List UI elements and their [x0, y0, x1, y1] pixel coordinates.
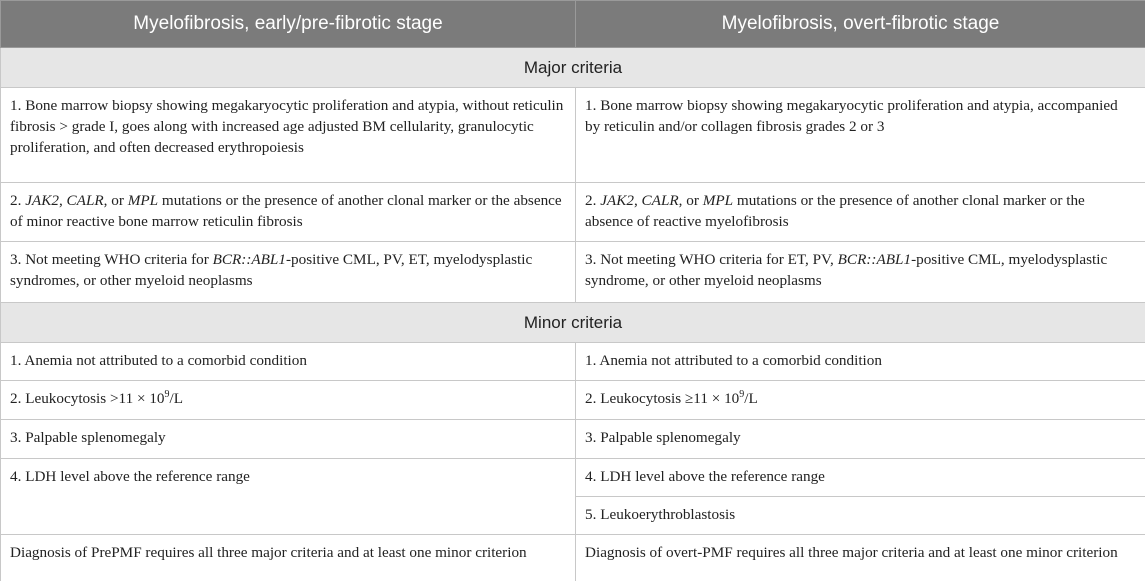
minor-criterion-2-early — [1, 381, 576, 420]
section-title-minor: Minor criteria — [1, 303, 1145, 343]
section-row-major — [1, 48, 1145, 88]
gene-name: MPL — [702, 192, 734, 209]
text-rest: -positive CML, myelodysplastic syndrome, or other myeloid neoplasms — [585, 251, 1108, 289]
text-prefix: 3. Not meeting WHO criteria for — [10, 251, 213, 268]
header-row — [1, 1, 1145, 48]
minor-criterion-3-overt: 3. Palpable splenomegaly — [576, 420, 1145, 459]
gene-name: BCR::ABL1 — [212, 251, 286, 268]
text-separator: , — [58, 192, 67, 209]
gene-name: CALR — [641, 192, 679, 209]
major-criterion-2-overt — [576, 183, 1145, 242]
gene-name: JAK2 — [25, 192, 59, 209]
table-row — [1, 535, 1145, 581]
section-row-minor — [1, 303, 1145, 343]
minor-criterion-5-overt: 5. Leukoerythroblastosis — [576, 497, 1145, 535]
gene-name: JAK2 — [600, 192, 634, 209]
table-row — [1, 420, 1145, 459]
major-criterion-3-early — [1, 242, 576, 303]
superscript: 9 — [739, 388, 745, 400]
header-early-stage: Myelofibrosis, early/pre-fibrotic stage — [1, 1, 576, 48]
text-rest: mutations or the presence of another clonal marker or the absence of reactive myelofibrosis — [585, 192, 1085, 230]
section-title-major: Major criteria — [1, 48, 1145, 88]
text-main: 2. Leukocytosis ≥11 × 10 — [585, 390, 740, 407]
text-unit: /L — [169, 390, 184, 407]
major-criterion-3-overt — [576, 242, 1145, 303]
text-separator: , or — [678, 192, 703, 209]
diagnosis-early: Diagnosis of PrePMF requires all three major criteria and at least one minor criterion — [1, 535, 576, 581]
gene-name: BCR::ABL1 — [837, 251, 912, 268]
table-row — [1, 459, 1145, 497]
text-unit: /L — [744, 390, 758, 407]
text-prefix: 2. — [585, 192, 601, 209]
minor-criterion-1-early: 1. Anemia not attributed to a comorbid condition — [1, 343, 576, 381]
text-prefix: 2. — [10, 192, 26, 209]
minor-criterion-2-overt — [576, 381, 1145, 420]
minor-criterion-4-overt: 4. LDH level above the reference range — [576, 459, 1145, 497]
text-separator: , or — [103, 192, 128, 209]
gene-name: CALR — [66, 192, 104, 209]
major-criterion-1-early: 1. Bone marrow biopsy showing megakaryocytic proliferation and atypia, without reticulin fibrosis > grade I, goes along with increased age adjusted BM cellularity, granulocytic proliferation, and often decreased erythropoiesis — [1, 88, 576, 183]
text-rest: -positive CML, PV, ET, myelodysplastic syndromes, or other myeloid neoplasms — [10, 251, 533, 289]
text-rest: mutations or the presence of another clonal marker or the absence of minor reactive bone marrow reticulin fibrosis — [10, 192, 562, 230]
minor-criterion-4-early: 4. LDH level above the reference range — [1, 459, 576, 535]
gene-name: MPL — [127, 192, 159, 209]
table-row — [1, 343, 1145, 381]
table-row — [1, 381, 1145, 420]
table-row — [1, 242, 1145, 303]
text-main: 2. Leukocytosis >11 × 10 — [10, 390, 165, 407]
major-criterion-2-early — [1, 183, 576, 242]
header-overt-stage: Myelofibrosis, overt-fibrotic stage — [576, 1, 1145, 48]
superscript: 9 — [164, 388, 170, 400]
table-row — [1, 183, 1145, 242]
minor-criterion-3-early: 3. Palpable splenomegaly — [1, 420, 576, 459]
text-separator: , — [633, 192, 642, 209]
table-row — [1, 88, 1145, 183]
diagnosis-overt: Diagnosis of overt-PMF requires all three major criteria and at least one minor criterion — [576, 535, 1145, 581]
minor-criterion-1-overt: 1. Anemia not attributed to a comorbid condition — [576, 343, 1145, 381]
major-criterion-1-overt: 1. Bone marrow biopsy showing megakaryocytic proliferation and atypia, accompanied by reticulin and/or collagen fibrosis grades 2 or 3 — [576, 88, 1145, 183]
text-prefix: 3. Not meeting WHO criteria for ET, PV, — [585, 251, 838, 268]
